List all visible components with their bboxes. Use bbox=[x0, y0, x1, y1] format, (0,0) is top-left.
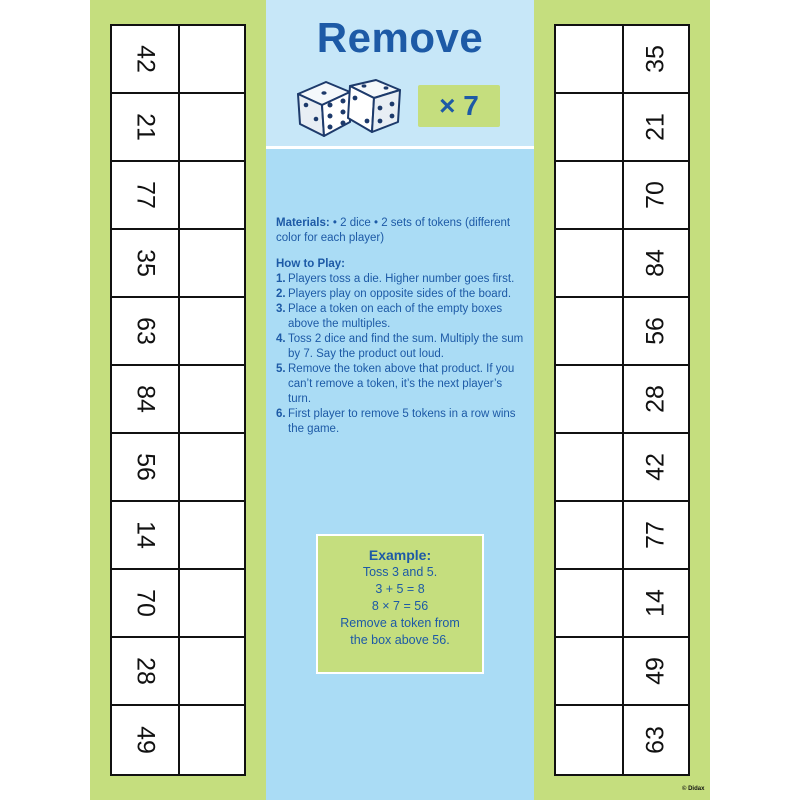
multiple-value: 56 bbox=[131, 453, 160, 481]
left-strip-grid bbox=[110, 24, 246, 776]
multiple-value: 14 bbox=[131, 521, 160, 549]
token-box[interactable] bbox=[180, 162, 244, 228]
right-strip-row bbox=[556, 94, 688, 162]
step-number: 4. bbox=[276, 333, 286, 345]
multiplier-badge: × 7 bbox=[418, 85, 500, 127]
left-strip-row bbox=[112, 94, 244, 162]
right-strip-grid bbox=[554, 24, 690, 776]
right-strip-row bbox=[556, 162, 688, 230]
example-line: the box above 56. bbox=[350, 633, 450, 647]
left-strip-row bbox=[112, 570, 244, 638]
left-strip-row bbox=[112, 434, 244, 502]
multiple-cell bbox=[112, 26, 180, 92]
example-line: Toss 3 and 5. bbox=[362, 565, 438, 579]
multiple-value: 70 bbox=[641, 181, 670, 209]
right-strip-row bbox=[556, 298, 688, 366]
token-box[interactable] bbox=[180, 230, 244, 296]
token-box[interactable] bbox=[556, 638, 624, 704]
example-line: 3 + 5 = 8 bbox=[375, 582, 425, 596]
multiple-cell bbox=[624, 162, 688, 228]
materials-line bbox=[276, 216, 526, 246]
header-divider bbox=[266, 146, 534, 149]
multiple-value: 63 bbox=[641, 726, 670, 754]
multiple-value: 84 bbox=[641, 249, 670, 277]
step-text: Place a token on each of the empty boxes above the multiples. bbox=[288, 303, 503, 330]
right-strip-row bbox=[556, 570, 688, 638]
multiple-cell bbox=[112, 366, 180, 432]
token-box[interactable] bbox=[556, 298, 624, 364]
step-text: Players play on opposite sides of the board. bbox=[288, 288, 512, 300]
multiple-value: 77 bbox=[131, 181, 160, 209]
multiple-cell bbox=[112, 434, 180, 500]
token-box[interactable] bbox=[180, 94, 244, 160]
right-strip-row bbox=[556, 434, 688, 502]
multiple-cell bbox=[112, 162, 180, 228]
left-strip-row bbox=[112, 230, 244, 298]
multiple-cell bbox=[624, 26, 688, 92]
multiple-cell bbox=[112, 570, 180, 636]
example-heading: Example: bbox=[368, 547, 432, 563]
token-box[interactable] bbox=[180, 638, 244, 704]
multiple-cell bbox=[112, 94, 180, 160]
token-box[interactable] bbox=[556, 366, 624, 432]
multiple-cell bbox=[112, 502, 180, 568]
game-title: Remove bbox=[316, 14, 484, 61]
multiple-value: 77 bbox=[641, 521, 670, 549]
multiple-cell bbox=[624, 298, 688, 364]
left-strip-row bbox=[112, 162, 244, 230]
two-dice-icon bbox=[292, 74, 404, 140]
multiple-value: 42 bbox=[641, 453, 670, 481]
materials-label: Materials: bbox=[276, 217, 330, 229]
token-box[interactable] bbox=[556, 26, 624, 92]
step-number: 1. bbox=[276, 273, 286, 285]
multiple-value: 56 bbox=[641, 317, 670, 345]
right-strip-row bbox=[556, 502, 688, 570]
multiple-value: 84 bbox=[131, 385, 160, 413]
right-strip-row bbox=[556, 706, 688, 774]
step-number: 3. bbox=[276, 303, 286, 315]
step-text: Remove the token above that product. If you can’t remove a token, it’s the next player’s turn. bbox=[288, 363, 515, 405]
multiple-value: 63 bbox=[131, 317, 160, 345]
example-line: Remove a token from bbox=[340, 616, 460, 630]
token-box[interactable] bbox=[556, 434, 624, 500]
token-box[interactable] bbox=[180, 570, 244, 636]
multiple-value: 21 bbox=[131, 113, 160, 141]
multiple-cell bbox=[112, 706, 180, 774]
copyright-text: © Didax bbox=[682, 786, 705, 792]
step-item bbox=[276, 272, 526, 287]
example-line: 8 × 7 = 56 bbox=[371, 599, 429, 613]
token-box[interactable] bbox=[180, 366, 244, 432]
multiple-value: 49 bbox=[641, 657, 670, 685]
token-box[interactable] bbox=[180, 26, 244, 92]
multiple-cell bbox=[624, 638, 688, 704]
multiple-cell bbox=[112, 230, 180, 296]
step-item bbox=[276, 302, 526, 332]
step-number: 5. bbox=[276, 363, 286, 375]
multiple-cell bbox=[624, 230, 688, 296]
step-item bbox=[276, 362, 526, 407]
step-text: First player to remove 5 tokens in a row wins the game. bbox=[288, 408, 516, 435]
multiple-cell bbox=[624, 570, 688, 636]
left-strip-row bbox=[112, 366, 244, 434]
multiple-cell bbox=[624, 94, 688, 160]
step-number: 2. bbox=[276, 288, 286, 300]
instructions-panel bbox=[276, 216, 526, 437]
multiple-cell bbox=[624, 434, 688, 500]
right-strip-row bbox=[556, 366, 688, 434]
step-number: 6. bbox=[276, 408, 286, 420]
token-box[interactable] bbox=[556, 230, 624, 296]
right-strip-row bbox=[556, 638, 688, 706]
steps-list bbox=[276, 272, 526, 437]
token-box[interactable] bbox=[180, 706, 244, 774]
multiple-cell bbox=[112, 298, 180, 364]
multiple-value: 49 bbox=[131, 726, 160, 754]
multiple-value: 21 bbox=[641, 113, 670, 141]
multiple-value: 14 bbox=[641, 589, 670, 617]
multiple-cell bbox=[112, 638, 180, 704]
left-player-strip bbox=[110, 24, 246, 776]
right-player-strip bbox=[554, 24, 690, 776]
multiple-value: 28 bbox=[131, 657, 160, 685]
step-item bbox=[276, 407, 526, 437]
left-strip-row bbox=[112, 502, 244, 570]
multiple-value: 35 bbox=[641, 45, 670, 73]
multiple-value: 70 bbox=[131, 589, 160, 617]
token-box[interactable] bbox=[180, 298, 244, 364]
multiple-cell bbox=[624, 502, 688, 568]
materials-text: • 2 dice • 2 sets of tokens (different color for each player) bbox=[276, 217, 511, 244]
token-box[interactable] bbox=[556, 502, 624, 568]
token-box[interactable] bbox=[556, 94, 624, 160]
how-to-play-heading: How to Play: bbox=[276, 258, 346, 270]
multiple-value: 35 bbox=[131, 249, 160, 277]
left-strip-row bbox=[112, 638, 244, 706]
multiple-value: 28 bbox=[641, 385, 670, 413]
multiple-cell bbox=[624, 706, 688, 774]
step-text: Players toss a die. Higher number goes first. bbox=[288, 273, 515, 285]
token-box[interactable] bbox=[556, 162, 624, 228]
left-strip-row bbox=[112, 298, 244, 366]
multiple-value: 42 bbox=[131, 45, 160, 73]
token-box[interactable] bbox=[180, 434, 244, 500]
step-text: Toss 2 dice and find the sum. Multiply the sum by 7. Say the product out loud. bbox=[288, 333, 524, 360]
right-strip-row bbox=[556, 230, 688, 298]
step-item bbox=[276, 287, 526, 302]
left-strip-row bbox=[112, 26, 244, 94]
token-box[interactable] bbox=[556, 706, 624, 774]
token-box[interactable] bbox=[180, 502, 244, 568]
step-item bbox=[276, 332, 526, 362]
multiple-cell bbox=[624, 366, 688, 432]
token-box[interactable] bbox=[556, 570, 624, 636]
example-box bbox=[316, 534, 484, 674]
right-strip-row bbox=[556, 26, 688, 94]
left-strip-row bbox=[112, 706, 244, 774]
